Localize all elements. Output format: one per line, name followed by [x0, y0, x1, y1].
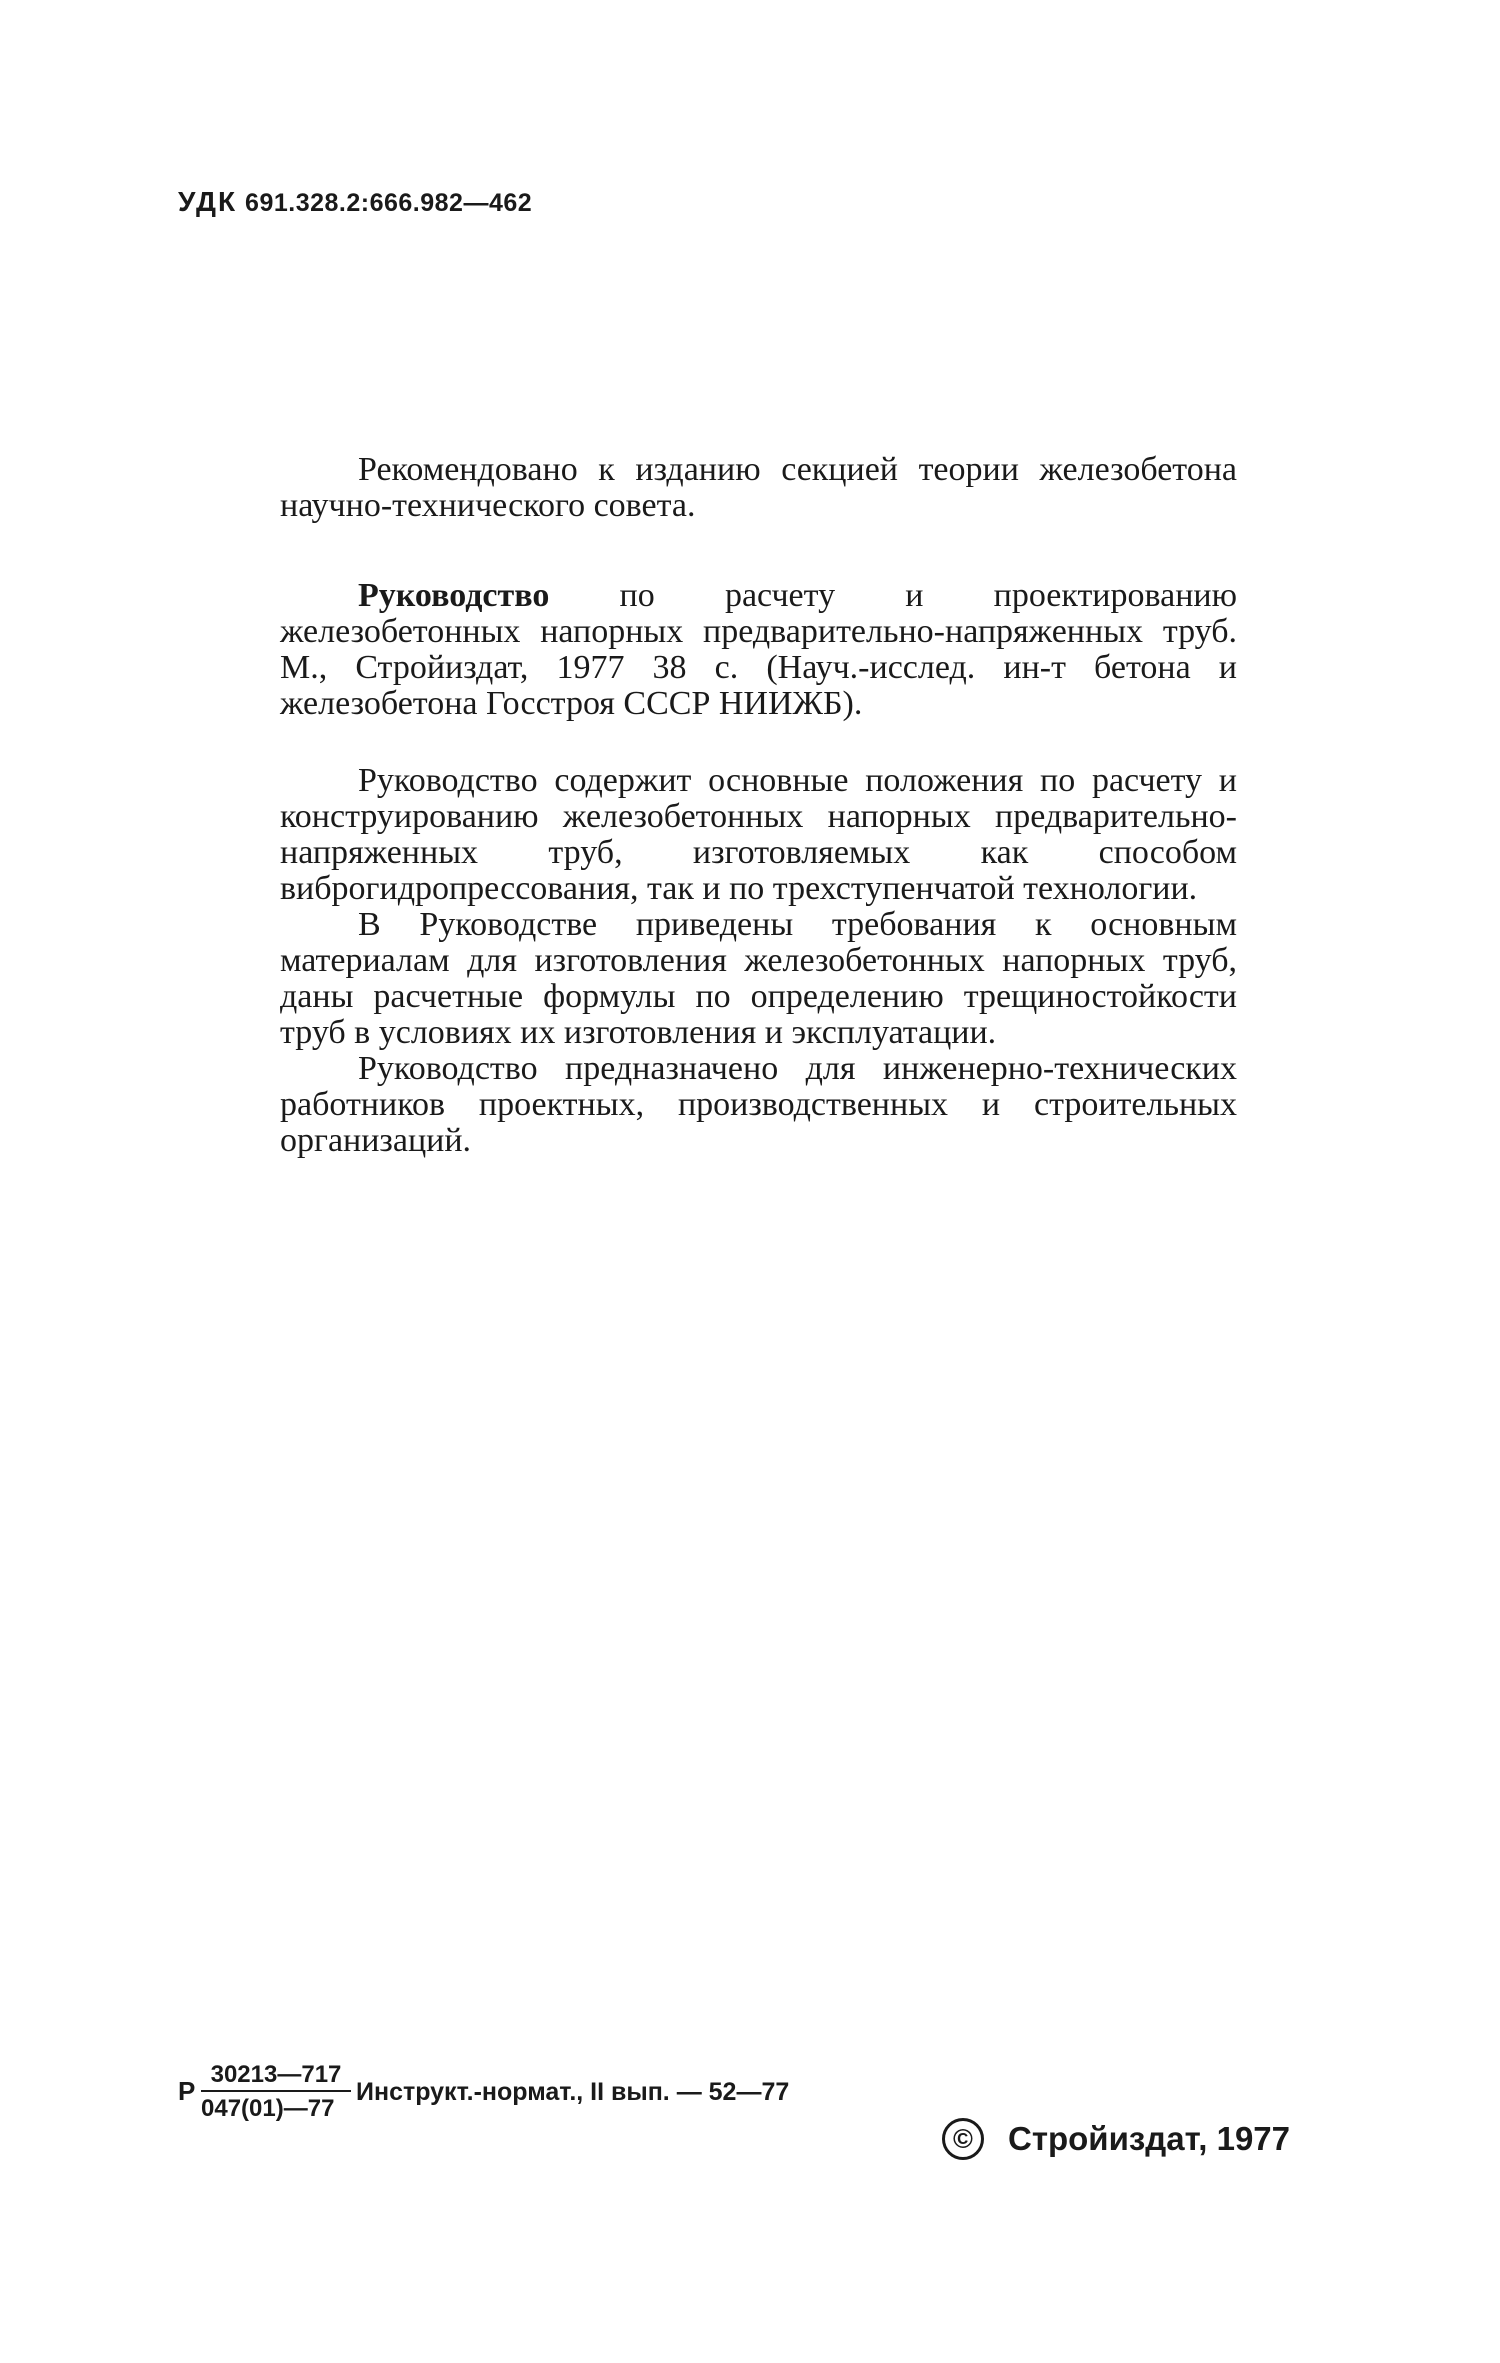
- summary-block: [280, 763, 1237, 1159]
- recommendation-text: Рекомендовано к изданию секцией теории железобетона научно-технического совета.: [280, 451, 1237, 524]
- formula-denominator: 047(01)—77: [201, 2095, 335, 2122]
- udk-label: УДК: [178, 186, 238, 217]
- citation-paragraph: [280, 578, 1237, 722]
- copyright-line: [942, 2118, 1290, 2160]
- udk-code: 691.328.2:666.982—462: [245, 189, 533, 217]
- formula-series-text: Инструкт.-нормат., II вып. — 52—77: [356, 2078, 790, 2106]
- citation-block: [280, 578, 1237, 722]
- summary-paragraph-2: В Руководстве приведены требования к основным материалам для изготовления железобетонных напорных труб, даны расчетные формулы по определению трещиностойкости труб в условиях их изготовления и эксплуатации.: [280, 906, 1237, 1051]
- copyright-text: Стройиздат, 1977: [1008, 2120, 1291, 2157]
- copyright-icon: ©: [942, 2118, 984, 2160]
- recommendation-block: [280, 452, 1237, 524]
- summary-paragraph-1: Руководство содержит основные положения по расчету и конструированию железобетонных напорных предварительно-напряженных труб, изготовляемых как способом виброгидропрессования, так и по трехступенчатой технологии.: [280, 762, 1237, 907]
- formula-fraction: [201, 2062, 351, 2122]
- formula-numerator: 30213—717: [201, 2062, 351, 2092]
- citation-details: по расчету и проектированию железобетонных напорных предварительно-напряженных труб. М., Стройиздат, 1977 38 с. (Науч.-исслед. ин-т бетона и железобетона Госстроя СССР НИИЖБ).: [280, 577, 1237, 722]
- citation-title-word: Руководство: [358, 577, 550, 614]
- formula-letter: Р: [178, 2076, 196, 2106]
- summary-paragraph-3: Руководство предназначено для инженерно-технических работников проектных, производственных и строительных организаций.: [280, 1050, 1237, 1159]
- udk-classification: [178, 186, 532, 218]
